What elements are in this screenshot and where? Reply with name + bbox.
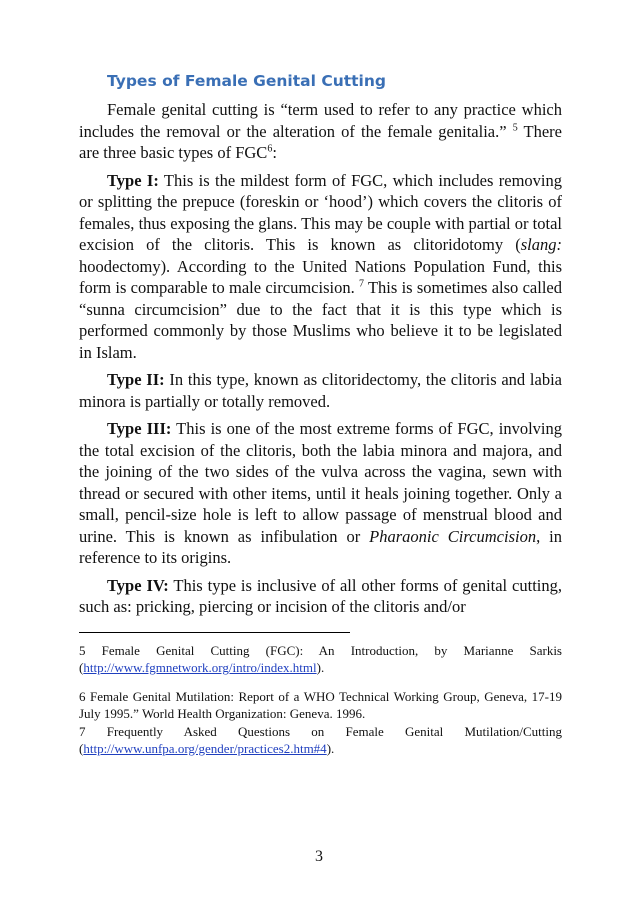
type4-text: This type is inclusive of all other forms of genital cutting, such as: pricking, piercing or incision of the clitoris and/or bbox=[79, 575, 562, 616]
footnote-6: 6 Female Genital Mutilation: Report of a WHO Technical Working Group, Geneva, 17-19 July 1995.” World Health Organization: Geneva. 1996. bbox=[79, 688, 562, 721]
type1-text-1: This is the mildest form of FGC, which includes removing or splitting the prepuce (foreskin or ‘hood’) which covers the clitoris of females, thus exposing the glans. This may be couple with partial or total excision of the clitoris. This is known as clitoridotomy ( bbox=[79, 170, 562, 254]
type2-text: In this type, known as clitoridectomy, the clitoris and labia minora is partially or totally removed. bbox=[79, 370, 562, 411]
intro-text-end: : bbox=[272, 143, 277, 162]
footnote-5-text: 5 Female Genital Cutting (FGC): An Introduction, by Marianne Sarkis ( bbox=[79, 642, 562, 675]
footnote-divider bbox=[79, 632, 350, 633]
page-number: 3 bbox=[315, 848, 323, 865]
footnote-ref-6[interactable]: 6 bbox=[267, 143, 273, 155]
intro-text-mid: There are three basic types of FGC bbox=[79, 121, 562, 162]
footnote-7 bbox=[79, 723, 562, 758]
type3-italic-term: Pharaonic Circumcision bbox=[369, 526, 537, 546]
footnote-5-link[interactable]: http://www.fgmnetwork.org/intro/index.html bbox=[83, 660, 317, 675]
intro-text: Female genital cutting is “term used to refer to any practice which includes the removal or the alteration of the female genitalia.” bbox=[79, 100, 562, 141]
document-page bbox=[79, 70, 562, 758]
type1-paragraph bbox=[79, 170, 562, 364]
type1-text-2: hoodectomy). According to the United Nations Population Fund, this form is comparable to male circumcision. bbox=[79, 256, 562, 297]
intro-paragraph bbox=[79, 99, 562, 164]
footnote-5 bbox=[79, 642, 562, 677]
footnote-ref-7[interactable]: 7 bbox=[358, 278, 364, 290]
footnote-ref-5[interactable]: 5 bbox=[512, 122, 518, 133]
type4-label: Type IV: bbox=[107, 575, 169, 595]
type2-paragraph bbox=[79, 369, 562, 412]
section-heading: Types of Female Genital Cutting bbox=[107, 72, 386, 90]
type4-paragraph bbox=[79, 575, 562, 618]
footnote-5-end: ). bbox=[316, 660, 325, 675]
type1-label: Type I: bbox=[107, 170, 159, 190]
type3-text-2: , in reference to its origins. bbox=[79, 526, 562, 567]
type1-text-3: This is sometimes also called “sunna circumcision” due to the fact that it is this type which is performed commonly by those Muslims who believe it to be legislated in Islam. bbox=[79, 278, 562, 362]
type3-label: Type III: bbox=[107, 419, 172, 438]
footnote-7-link[interactable]: http://www.unfpa.org/gender/practices2.htm#4 bbox=[83, 741, 327, 756]
type3-text-1: This is one of the most extreme forms of FGC, involving the total excision of the clitoris, both the labia minora and majora, and the joining of the two sides of the vulva across the vagina, sewn with thread or secured with other items, until it heals joining together. Only a small, pencil-size hole is left to allow passage of menstrual blood and urine. This is known as infibulation or bbox=[79, 419, 562, 546]
type1-slang-label: slang: bbox=[520, 235, 562, 254]
type3-paragraph bbox=[79, 418, 562, 569]
footnote-7-end: ). bbox=[326, 741, 335, 756]
footnote-7-text: 7 Frequently Asked Questions on Female Genital Mutilation/Cutting ( bbox=[79, 723, 562, 756]
type2-label: Type II: bbox=[107, 370, 165, 389]
